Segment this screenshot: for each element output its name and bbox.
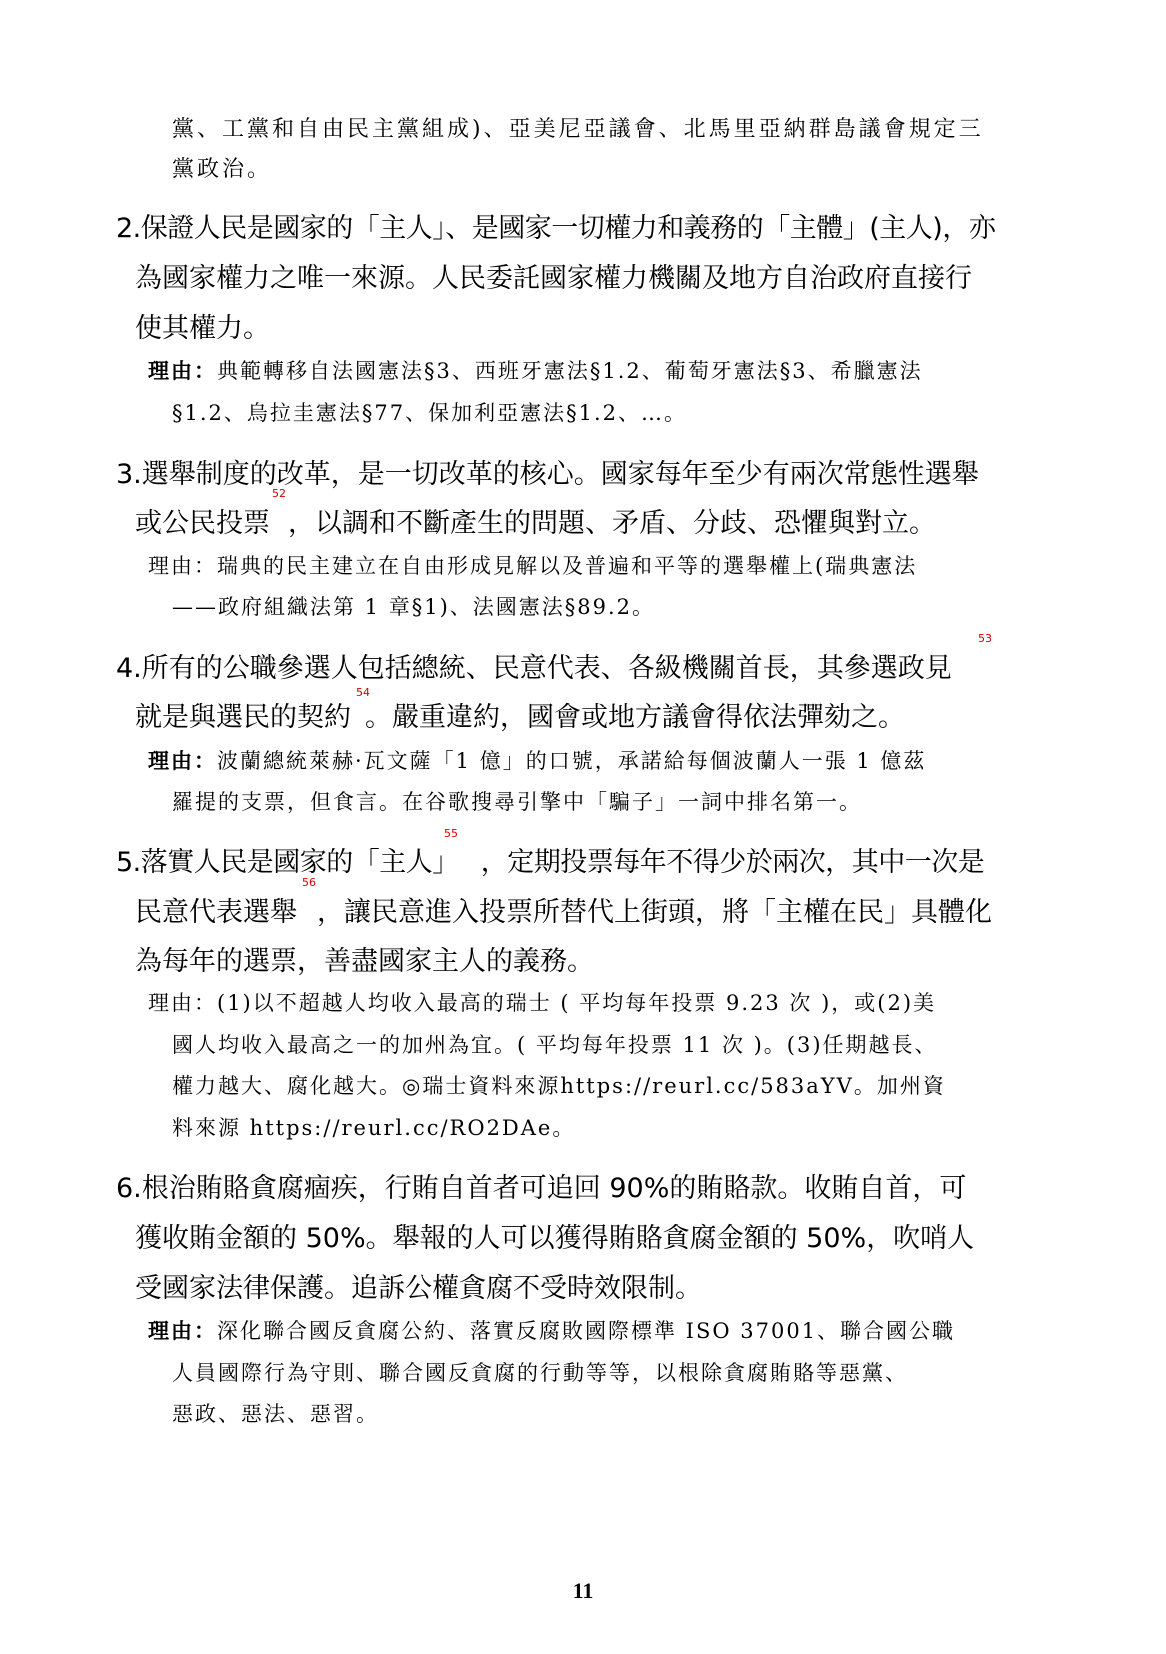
reason-label: 理由： xyxy=(148,358,217,383)
article-6-line-2: 獲收賄金額的 50%。舉報的人可以獲得賄賂貪腐金額的 50%，吹哨人 xyxy=(135,1223,975,1254)
reason-text: (1)以不超越人均收入最高的瑞士 ( 平均每年投票 9.23 次 )，或(2)美 xyxy=(217,991,937,1015)
article-2-line-2: 為國家權力之唯一來源。人民委託國家權力機關及地方自治政府直接行 xyxy=(135,263,972,294)
page-number: 11 xyxy=(572,1578,594,1603)
article-6-reason-line-2: 人員國際行為守則、聯合國反貪腐的行動等等，以根除貪腐賄賂等惡黨、 xyxy=(172,1361,908,1385)
article-6-reason-line-1 xyxy=(148,1315,955,1345)
article-5-line-2 xyxy=(135,890,992,929)
reason-text: 典範轉移自法國憲法§3、西班牙憲法§1.2、葡萄牙憲法§3、希臘憲法 xyxy=(217,359,923,383)
reason-label: 理由： xyxy=(148,554,217,578)
continuation-line-2: 黨政治。 xyxy=(172,157,273,182)
article-2-line-3: 使其權力。 xyxy=(135,313,270,344)
article-6-line-3: 受國家法律保護。追訴公權貪腐不受時效限制。 xyxy=(135,1273,702,1304)
reason-text: 瑞典的民主建立在自由形成見解以及普遍和平等的選舉權上(瑞典憲法 xyxy=(217,554,918,578)
reason-label: 理由： xyxy=(148,991,217,1015)
article-5-reason-line-2: 國人均收入最高之一的加州為宜。( 平均每年投票 11 次 )。(3)任期越長、 xyxy=(172,1033,938,1057)
article-4-reason-line-2: 羅提的支票，但食言。在谷歌搜尋引擎中「騙子」一詞中排名第一。 xyxy=(172,790,862,814)
footnote-ref-52[interactable]: 52 xyxy=(272,487,286,500)
article-6-line-1: 6.根治賄賂貪腐痼疾，行賄自首者可追回 90%的賄賂款。收賄自首，可 xyxy=(116,1173,967,1204)
article-5-line-2b: ，讓民意進入投票所替代上街頭，將「主權在民」具體化 xyxy=(317,897,992,928)
article-3-reason-line-2: ——政府組織法第 1 章§1)、法國憲法§89.2。 xyxy=(172,595,656,619)
reason-text: 深化聯合國反貪腐公約、落實反腐敗國際標準 ISO 37001、聯合國公職 xyxy=(217,1319,956,1343)
article-6-reason-line-3: 惡政、惡法、惡習。 xyxy=(172,1402,379,1426)
article-5-reason-line-1 xyxy=(148,987,936,1017)
article-3-reason-line-1 xyxy=(148,550,917,580)
continuation-line-1: 黨、工黨和自由民主黨組成)、亞美尼亞議會、北馬里亞納群島議會規定三 xyxy=(172,117,984,142)
article-4-reason-line-1 xyxy=(148,745,926,775)
article-5-line-1a: 5.落實人民是國家的「主人」 xyxy=(116,847,459,878)
article-2-reason-line-1 xyxy=(148,355,923,385)
reason-label: 理由： xyxy=(148,748,217,773)
article-2-reason-line-2: §1.2、烏拉圭憲法§77、保加利亞憲法§1.2、…。 xyxy=(172,401,688,425)
article-5-line-3: 為每年的選票，善盡國家主人的義務。 xyxy=(135,946,594,977)
article-3-line-1: 3.選舉制度的改革，是一切改革的核心。國家每年至少有兩次常態性選舉 xyxy=(116,459,979,490)
article-4-line-2 xyxy=(135,695,905,734)
article-5-reason-line-4: 料來源 https://reurl.cc/RO2DAe。 xyxy=(172,1116,576,1140)
article-3-line-2a: 或公民投票 xyxy=(135,508,270,539)
article-2-line-1: 2.保證人民是國家的「主人」、是國家一切權力和義務的「主體」(主人)，亦 xyxy=(116,213,996,244)
article-5-line-2a: 民意代表選舉 xyxy=(135,897,297,928)
footnote-ref-53[interactable]: 53 xyxy=(978,632,992,645)
footnote-ref-56[interactable]: 56 xyxy=(302,876,316,889)
reason-text: 波蘭總統萊赫·瓦文薩「1 億」的口號，承諾給每個波蘭人一張 1 億茲 xyxy=(217,749,927,773)
article-5-reason-line-3: 權力越大、腐化越大。◎瑞士資料來源https://reurl.cc/583aYV。加州資 xyxy=(172,1074,946,1098)
reason-label: 理由： xyxy=(148,1318,217,1343)
article-4-line-1: 4.所有的公職參選人包括總統、民意代表、各級機關首長，其參選政見 xyxy=(116,653,952,684)
footnote-ref-54[interactable]: 54 xyxy=(356,686,370,699)
article-3-line-2 xyxy=(135,501,936,540)
article-5-line-1b: ，定期投票每年不得少於兩次，其中一次是 xyxy=(480,847,985,878)
article-3-line-2b: ，以調和不斷產生的問題、矛盾、分歧、恐懼與對立。 xyxy=(288,508,936,539)
article-4-line-2a: 就是與選民的契約 xyxy=(135,702,351,733)
article-5-line-1 xyxy=(116,840,984,879)
footnote-ref-55[interactable]: 55 xyxy=(444,827,458,840)
article-4-line-2b: 。嚴重違約，國會或地方議會得依法彈劾之。 xyxy=(365,702,905,733)
